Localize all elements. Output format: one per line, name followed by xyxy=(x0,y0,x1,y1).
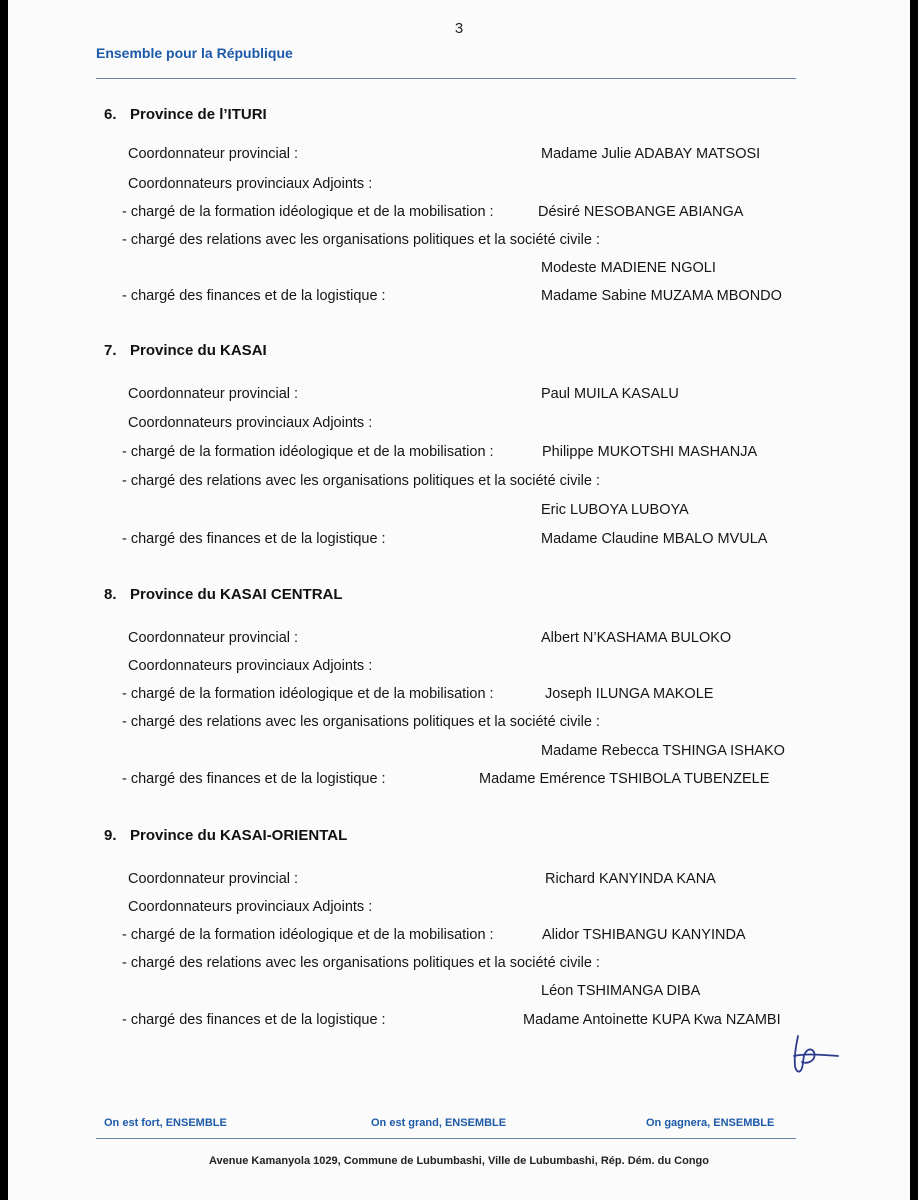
coordinator-name: Paul MUILA KASALU xyxy=(541,386,679,402)
section-number: 9. xyxy=(104,827,117,844)
deputies-row xyxy=(8,415,910,435)
relations-label: - chargé des relations avec les organisations politiques et la société civile : xyxy=(122,714,600,730)
finances-row xyxy=(8,531,910,551)
finances-row xyxy=(8,288,910,308)
footer-slogan: On est fort, ENSEMBLE xyxy=(104,1117,227,1129)
ideological-row xyxy=(8,927,910,947)
relations-row xyxy=(8,232,910,252)
section-title-kasai-oriental xyxy=(104,827,347,844)
footer-slogan: On est grand, ENSEMBLE xyxy=(371,1117,507,1129)
relations-row xyxy=(8,714,910,734)
coordinator-label: Coordonnateur provincial : xyxy=(128,630,299,646)
deputies-row xyxy=(8,176,910,196)
footer-address: Avenue Kamanyola 1029, Commune de Lubumbashi, Ville de Lubumbashi, Rép. Dém. du Congo xyxy=(209,1155,709,1167)
section-number: 6. xyxy=(104,106,117,123)
finances-label: - chargé des finances et de la logistique : xyxy=(122,288,386,304)
document-page xyxy=(8,0,910,1200)
finances-name: Madame Claudine MBALO MVULA xyxy=(541,531,768,547)
coordinator-name: Richard KANYINDA KANA xyxy=(545,871,716,887)
finances-name: Madame Sabine MUZAMA MBONDO xyxy=(541,288,782,304)
section-heading: Province du KASAI-ORIENTAL xyxy=(130,827,348,844)
finances-label: - chargé des finances et de la logistique : xyxy=(122,771,386,787)
coordinator-name: Madame Julie ADABAY MATSOSI xyxy=(541,146,761,162)
ideological-label: - chargé de la formation idéologique et de la mobilisation : xyxy=(122,204,494,220)
finances-name: Madame Emérence TSHIBOLA TUBENZELE xyxy=(479,771,770,787)
deputies-label: Coordonnateurs provinciaux Adjoints : xyxy=(128,658,373,674)
ideological-label: - chargé de la formation idéologique et de la mobilisation : xyxy=(122,444,494,460)
section-number: 7. xyxy=(104,342,117,359)
organization-name: Ensemble pour la République xyxy=(96,45,293,61)
ideological-row xyxy=(8,686,910,706)
ideological-label: - chargé de la formation idéologique et de la mobilisation : xyxy=(122,686,494,702)
coordinator-label: Coordonnateur provincial : xyxy=(128,386,299,402)
ideological-name: Désiré NESOBANGE ABIANGA xyxy=(538,204,744,220)
section-number: 8. xyxy=(104,586,117,603)
header-divider xyxy=(96,78,796,79)
coordinator-label: Coordonnateur provincial : xyxy=(128,871,299,887)
ideological-name: Alidor TSHIBANGU KANYINDA xyxy=(542,927,746,943)
relations-name: Eric LUBOYA LUBOYA xyxy=(541,502,689,518)
relations-row xyxy=(8,473,910,493)
deputies-label: Coordonnateurs provinciaux Adjoints : xyxy=(128,899,373,915)
section-heading: Province de l’ITURI xyxy=(130,106,267,123)
relations-label: - chargé des relations avec les organisations politiques et la société civile : xyxy=(122,232,600,248)
signature-icon xyxy=(780,1032,840,1078)
finances-row xyxy=(8,771,910,791)
ideological-label: - chargé de la formation idéologique et de la mobilisation : xyxy=(122,927,494,943)
finances-name: Madame Antoinette KUPA Kwa NZAMBI xyxy=(523,1012,781,1028)
deputies-label: Coordonnateurs provinciaux Adjoints : xyxy=(128,415,373,431)
coordinator-row xyxy=(8,630,910,650)
page-number: 3 xyxy=(454,20,464,37)
section-title-ituri xyxy=(104,106,267,123)
footer-divider xyxy=(96,1138,796,1139)
finances-row xyxy=(8,1012,910,1032)
relations-name: Madame Rebecca TSHINGA ISHAKO xyxy=(541,743,785,759)
coordinator-row xyxy=(8,386,910,406)
finances-label: - chargé des finances et de la logistique : xyxy=(122,531,386,547)
relations-label: - chargé des relations avec les organisations politiques et la société civile : xyxy=(122,955,600,971)
relations-row xyxy=(8,955,910,975)
section-title-kasai-central xyxy=(104,586,343,603)
finances-label: - chargé des finances et de la logistique : xyxy=(122,1012,386,1028)
relations-name: Modeste MADIENE NGOLI xyxy=(541,260,716,276)
deputies-row xyxy=(8,658,910,678)
coordinator-label: Coordonnateur provincial : xyxy=(128,146,299,162)
relations-label: - chargé des relations avec les organisations politiques et la société civile : xyxy=(122,473,600,489)
deputies-label: Coordonnateurs provinciaux Adjoints : xyxy=(128,176,373,192)
coordinator-name: Albert N’KASHAMA BULOKO xyxy=(541,630,732,646)
coordinator-row xyxy=(8,871,910,891)
ideological-row xyxy=(8,204,910,224)
relations-name-row xyxy=(8,983,910,1003)
ideological-name: Philippe MUKOTSHI MASHANJA xyxy=(542,444,758,460)
footer-slogan: On gagnera, ENSEMBLE xyxy=(646,1117,775,1129)
ideological-row xyxy=(8,444,910,464)
coordinator-row xyxy=(8,146,910,166)
section-title-kasai xyxy=(104,342,267,359)
ideological-name: Joseph ILUNGA MAKOLE xyxy=(545,686,714,702)
relations-name-row xyxy=(8,502,910,522)
relations-name: Léon TSHIMANGA DIBA xyxy=(541,983,701,999)
relations-name-row xyxy=(8,260,910,280)
section-heading: Province du KASAI xyxy=(130,342,267,359)
deputies-row xyxy=(8,899,910,919)
relations-name-row xyxy=(8,743,910,763)
section-heading: Province du KASAI CENTRAL xyxy=(130,586,343,603)
